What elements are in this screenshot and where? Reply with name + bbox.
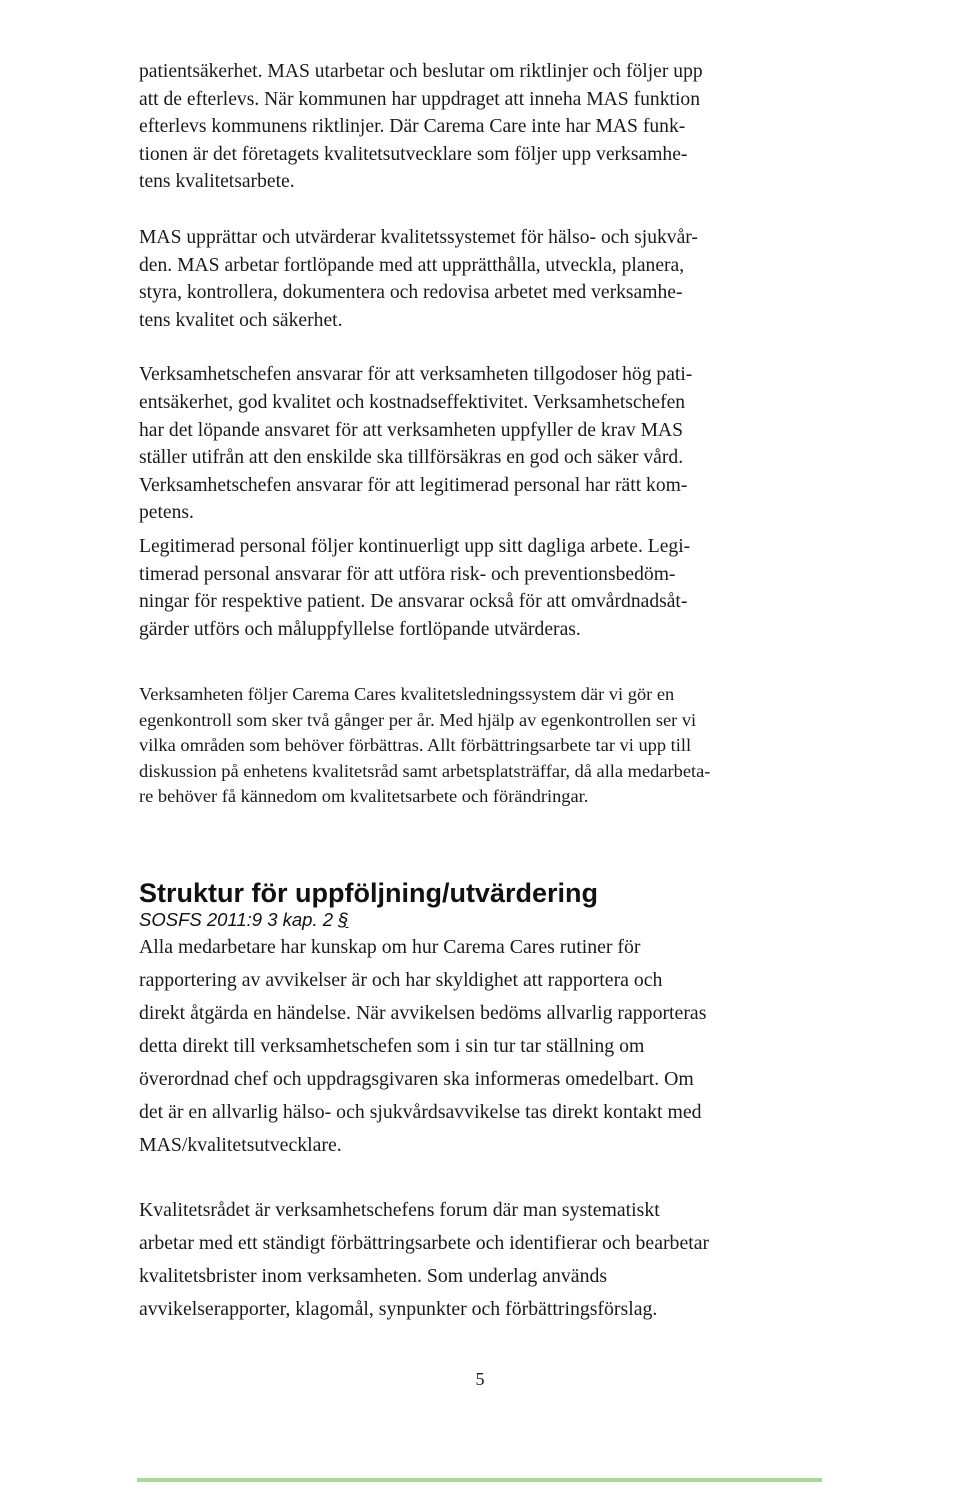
paragraph-mas-quality-system <box>139 224 829 334</box>
paragraph-licensed-staff <box>139 533 829 643</box>
text-line: diskussion på enhetens kvalitetsråd samt arbetsplatsträffar, då alla medarbeta- <box>139 760 711 781</box>
text-line: överordnad chef och uppdragsgivaren ska informeras omedelbart. Om <box>139 1067 694 1090</box>
text-line: Alla medarbetare har kunskap om hur Carema Cares rutiner för <box>139 935 641 958</box>
text-line: egenkontroll som sker två gånger per år. Med hjälp av egenkontrollen ser vi <box>139 709 697 730</box>
paragraph-quality-management <box>139 682 829 810</box>
paragraph-deviation-reporting <box>139 931 829 1162</box>
paragraph-quality-council <box>139 1194 829 1326</box>
text-line: MAS/kvalitetsutvecklare. <box>139 1133 342 1156</box>
section-heading: Struktur för uppföljning/utvärdering <box>139 877 598 908</box>
paragraph-mas-guidelines <box>139 58 829 196</box>
text-line: Verksamhetschefen ansvarar för att legitimerad personal har rätt kom- <box>139 474 688 496</box>
text-line: har det löpande ansvaret för att verksamheten uppfyller de krav MAS <box>139 419 684 441</box>
page-number: 5 <box>475 1369 485 1389</box>
paragraph-manager-responsibility <box>139 361 829 527</box>
text-line: vilka områden som behöver förbättras. Allt förbättringsarbete tar vi upp till <box>139 735 692 756</box>
text-line: Kvalitetsrådet är verksamhetschefens forum där man systematiskt <box>139 1198 660 1221</box>
text-line: patientsäkerhet. MAS utarbetar och beslutar om riktlinjer och följer upp <box>139 61 703 82</box>
text-line: petens. <box>139 502 194 524</box>
text-line: tens kvalitet och säkerhet. <box>139 309 343 331</box>
text-line: efterlevs kommunens riktlinjer. Där Carema Care inte har MAS funk- <box>139 116 686 138</box>
text-line: kvalitetsbrister inom verksamheten. Som underlag används <box>139 1264 608 1287</box>
text-line: timerad personal ansvarar för att utföra risk- och preventionsbedöm- <box>139 563 676 585</box>
text-line: det är en allvarlig hälso- och sjukvårdsavvikelse tas direkt kontakt med <box>139 1100 702 1123</box>
text-line: tens kvalitetsarbete. <box>139 171 295 193</box>
text-line: arbetar med ett ständigt förbättringsarbete och identifierar och bearbetar <box>139 1231 710 1254</box>
text-line: den. MAS arbetar fortlöpande med att upprätthålla, utveckla, planera, <box>139 254 685 276</box>
text-line: rapportering av avvikelser är och har skyldighet att rapportera och <box>139 968 663 991</box>
text-line: detta direkt till verksamhetschefen som i sin tur tar ställning om <box>139 1034 645 1057</box>
document-page <box>139 58 829 1326</box>
text-line: avvikelserapporter, klagomål, synpunkter och förbättringsförslag. <box>139 1297 658 1320</box>
text-line: gärder utförs och måluppfyllelse fortlöpande utvärderas. <box>139 618 581 640</box>
regulation-reference-text: SOSFS 2011:9 3 kap. 2 <box>139 908 339 930</box>
footer-rule <box>137 1478 822 1482</box>
text-line: MAS upprättar och utvärderar kvalitetssystemet för hälso- och sjukvår- <box>139 226 698 248</box>
text-line: Legitimerad personal följer kontinuerligt upp sitt dagliga arbete. Legi- <box>139 535 691 557</box>
text-line: re behöver få kännedom om kvalitetsarbete och förändringar. <box>139 786 589 807</box>
text-line: entsäkerhet, god kvalitet och kostnadseffektivitet. Verksamhetschefen <box>139 391 686 413</box>
section-sign: § <box>338 908 349 930</box>
text-line: Verksamheten följer Carema Cares kvalitetsledningssystem där vi gör en <box>139 684 675 705</box>
text-line: styra, kontrollera, dokumentera och redovisa arbetet med verksamhe- <box>139 282 683 304</box>
text-line: Verksamhetschefen ansvarar för att verksamheten tillgodoser hög pati- <box>139 364 693 386</box>
text-line: direkt åtgärda en händelse. När avvikelsen bedöms allvarlig rapporteras <box>139 1001 707 1024</box>
text-line: ställer utifrån att den enskilde ska tillförsäkras en god och säker vård. <box>139 447 684 469</box>
text-line: att de efterlevs. När kommunen har uppdraget att inneha MAS funktion <box>139 88 700 110</box>
text-line: ningar för respektive patient. De ansvarar också för att omvårdnadsåt- <box>139 591 688 613</box>
regulation-reference <box>139 909 829 931</box>
text-line: tionen är det företagets kvalitetsutvecklare som följer upp verksamhe- <box>139 143 688 165</box>
